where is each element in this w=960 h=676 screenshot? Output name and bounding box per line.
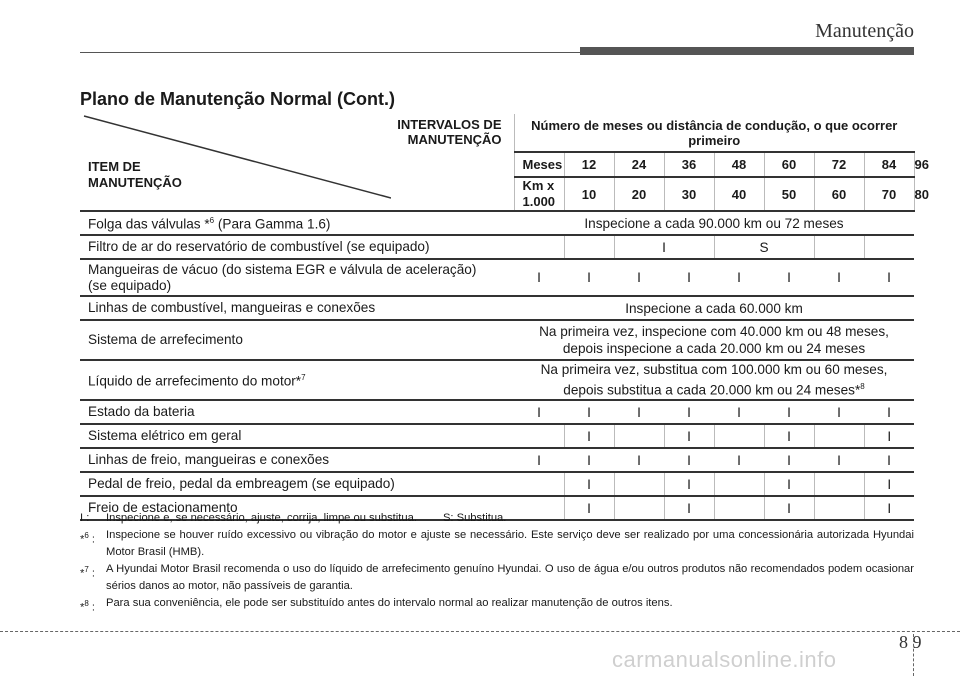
km-cell: 10 xyxy=(564,177,614,211)
interval-cell xyxy=(864,235,914,259)
watermark: carmanualsonline.info xyxy=(612,647,837,672)
row-label: Estado da bateria xyxy=(80,400,514,424)
month-cell: 72 xyxy=(814,152,864,177)
month-cell: 60 xyxy=(764,152,814,177)
table-row xyxy=(80,211,914,235)
interval-cell: I xyxy=(864,472,914,496)
interval-cell: I xyxy=(564,259,614,296)
item-label-line1: ITEM DE xyxy=(88,159,141,174)
km-cell: 40 xyxy=(714,177,764,211)
footnote-ref: 6 xyxy=(209,216,215,226)
interval-span-line2: depois inspecione a cada 20.000 km ou 24 meses xyxy=(562,341,866,356)
interval-cell: I xyxy=(764,448,814,472)
interval-cell: I xyxy=(814,259,864,296)
row-label-line2: (se equipado) xyxy=(88,277,172,293)
interval-cell: I xyxy=(764,259,814,296)
footnote-8 xyxy=(80,595,914,617)
footnote-colon: : xyxy=(91,567,96,580)
interval-cell: I xyxy=(514,400,564,424)
footnote-mark xyxy=(80,561,106,595)
header-rule xyxy=(80,52,580,53)
month-cell: 84 xyxy=(864,152,914,177)
interval-cell: I xyxy=(564,496,614,520)
interval-cell xyxy=(614,424,664,448)
row-label: Freio de estacionamento xyxy=(80,496,514,520)
interval-cell: I xyxy=(864,259,914,296)
km-cell: 50 xyxy=(764,177,814,211)
table-row xyxy=(80,424,914,448)
interval-cell: I xyxy=(714,259,764,296)
interval-cell: I xyxy=(564,448,614,472)
legend-i-text: Inspecione e, se necessário, ajuste, corrija, limpe ou substitua. xyxy=(106,512,417,524)
km-label: Km x 1.000 xyxy=(514,177,564,211)
interval-cell: I xyxy=(664,448,714,472)
footnote-text: Inspecione se houver ruído excessivo ou vibração do motor e ajuste se necessário. Este serviço deve ser realizado por uma concessionária autorizada Hyundai Motor Brasil (HMB). xyxy=(106,529,914,558)
interval-cell: I xyxy=(514,259,564,296)
row-label-text: Folga das válvulas * xyxy=(88,216,210,232)
interval-cell xyxy=(714,472,764,496)
footnote-colon: : xyxy=(86,512,90,524)
table-row xyxy=(80,360,914,400)
intervals-header: Número de meses ou distância de condução, o que ocorrer primeiro xyxy=(514,114,914,152)
month-cell: 12 xyxy=(564,152,614,177)
month-cell: 24 xyxy=(614,152,664,177)
row-label-suffix: (Para Gamma 1.6) xyxy=(214,216,331,232)
interval-cell: I xyxy=(664,472,714,496)
item-label xyxy=(88,159,182,191)
month-cell: 36 xyxy=(664,152,714,177)
intervals-label-line2: MANUTENÇÃO xyxy=(407,132,502,147)
interval-cell: I xyxy=(864,448,914,472)
footnote-star: * xyxy=(80,601,85,614)
interval-cell xyxy=(514,472,564,496)
item-label-line2: MANUTENÇÃO xyxy=(88,175,182,190)
footnote-number: 7 xyxy=(84,565,89,574)
footnote-mark xyxy=(80,510,106,527)
interval-cell: I xyxy=(714,448,764,472)
interval-cell: I xyxy=(564,400,614,424)
legend-i-mark: I xyxy=(80,512,84,524)
diagonal-header-cell xyxy=(80,114,514,211)
bottom-dashed-rule xyxy=(0,631,960,632)
interval-cell: I xyxy=(864,496,914,520)
table-row xyxy=(80,259,914,296)
row-label xyxy=(80,360,514,400)
footnotes xyxy=(80,510,914,617)
row-label: Linhas de combustível, mangueiras e conexões xyxy=(80,296,514,320)
footnote-6 xyxy=(80,527,914,561)
interval-cell: I xyxy=(564,424,614,448)
interval-cell xyxy=(564,235,614,259)
running-header-title: Manutenção xyxy=(815,20,914,42)
row-label-line1: Mangueiras de vácuo (do sistema EGR e válvula de aceleração) xyxy=(88,261,477,277)
interval-cell: I xyxy=(664,496,714,520)
row-label xyxy=(80,211,514,235)
interval-cell: I xyxy=(814,400,864,424)
footnote-ref: 8 xyxy=(860,382,865,392)
interval-cell: I xyxy=(764,472,814,496)
footnote-text: Para sua conveniência, ele pode ser substituído antes do intervalo normal ao realizar manutenção de outros itens. xyxy=(106,597,673,609)
table-row xyxy=(80,472,914,496)
table-row xyxy=(80,235,914,259)
row-label: Linhas de freio, mangueiras e conexões xyxy=(80,448,514,472)
footnote-mark xyxy=(80,595,106,617)
interval-cell xyxy=(714,424,764,448)
interval-cell: I xyxy=(614,400,664,424)
footnote-star: * xyxy=(80,567,85,580)
interval-cell: I xyxy=(514,448,564,472)
interval-cell: I xyxy=(864,400,914,424)
interval-cell: I xyxy=(764,496,814,520)
month-cell: 48 xyxy=(714,152,764,177)
km-cell: 60 xyxy=(814,177,864,211)
footnote-mark xyxy=(80,527,106,561)
footnote-7 xyxy=(80,561,914,595)
interval-cell xyxy=(814,424,864,448)
footnote-star: * xyxy=(80,533,85,546)
interval-cell: I xyxy=(814,448,864,472)
interval-cell: I xyxy=(664,259,714,296)
interval-cell xyxy=(514,235,564,259)
interval-cell: I xyxy=(614,448,664,472)
footnote-ref: 7 xyxy=(301,373,306,383)
interval-cell xyxy=(614,472,664,496)
interval-cell: I xyxy=(614,235,714,259)
interval-span-text: Inspecione a cada 90.000 km ou 72 meses xyxy=(514,211,914,235)
interval-cell: S xyxy=(714,235,814,259)
km-cell: 70 xyxy=(864,177,914,211)
interval-cell xyxy=(814,235,864,259)
row-label: Sistema elétrico em geral xyxy=(80,424,514,448)
table-row xyxy=(80,448,914,472)
interval-span-line2-text: depois substitua a cada 20.000 km ou 24 meses* xyxy=(563,382,861,398)
intervals-label xyxy=(397,117,501,147)
interval-span-text xyxy=(514,320,914,360)
maintenance-table: INTERVALOS DE MANUTENÇÃO ITEM DE MANUTENÇÃO Número de meses ou distância de condução, o que ocorrer primeiro Meses 12 24 36 48 60 72 84 96 Km x 1.000 10 20 30 40 50 60 70 80 Folga das válvulas *$^6$ (Para Gamma 1.6) Inspecione a cada 90.000 km ou 72 meses Filtro de ar do reservatório de combustível (se equipado) I S Mangueiras de vácuo (do sistema EGR e válvula de aceleração) (se equipado) I I I I I I I I Linhas de combustível, mangueiras e conexões Inspecione a cada 60.000 km Sistema de arrefecimento Na primeira vez, inspecione com 40.000 km ou 48 meses, depois inspecione a cada 20.000 km ou 24 meses Líquido de arrefecimento do motor*$^7$ Na primeira vez, substitua com 100.000 km ou 60 meses, depois substitua a cada 20.000 km ou 24 meses*$^8$ Estado da bateria I I I I I I I I Sistema elétrico em geral I I I I Linhas de freio, mangueiras e conexões I I I I I I I I Pedal de freio, pedal da embreagem (se equipado) I I I I Freio de estacionamento I I I I xyxy=(80,114,914,521)
km-cell: 20 xyxy=(614,177,664,211)
section-title: Plano de Manutenção Normal (Cont.) xyxy=(80,89,396,109)
footnote-number: 8 xyxy=(84,599,89,608)
km-cell: 30 xyxy=(664,177,714,211)
interval-cell: I xyxy=(764,424,814,448)
interval-span-line1: Na primeira vez, inspecione com 40.000 km ou 48 meses, xyxy=(539,324,889,339)
interval-cell xyxy=(514,424,564,448)
interval-cell: I xyxy=(664,424,714,448)
footnote-number: 6 xyxy=(84,531,89,540)
interval-cell xyxy=(814,472,864,496)
row-label: Pedal de freio, pedal da embreagem (se equipado) xyxy=(80,472,514,496)
interval-cell: I xyxy=(614,259,664,296)
table-row xyxy=(80,400,914,424)
intervals-label-line1: INTERVALOS DE xyxy=(397,117,502,132)
interval-cell: I xyxy=(714,400,764,424)
table-row xyxy=(80,296,914,320)
row-label xyxy=(80,259,514,296)
interval-cell: I xyxy=(664,400,714,424)
page-number: 8 9 xyxy=(899,632,922,652)
row-label: Sistema de arrefecimento xyxy=(80,320,514,360)
page-number-divider xyxy=(913,634,915,676)
interval-span-line2 xyxy=(514,378,914,399)
footnote-legend xyxy=(80,510,914,527)
table-row xyxy=(80,320,914,360)
footnote-colon: : xyxy=(91,601,96,614)
interval-cell: I xyxy=(864,424,914,448)
interval-cell: I xyxy=(564,472,614,496)
interval-span-text: Inspecione a cada 60.000 km xyxy=(514,296,914,320)
row-label: Filtro de ar do reservatório de combustível (se equipado) xyxy=(80,235,514,259)
footnote-text xyxy=(106,510,914,527)
months-label: Meses xyxy=(514,152,564,177)
interval-cell: I xyxy=(764,400,814,424)
interval-span-text xyxy=(514,360,914,400)
interval-span-line1: Na primeira vez, substitua com 100.000 km ou 60 meses, xyxy=(540,362,888,378)
footnote-text: A Hyundai Motor Brasil recomenda o uso do líquido de arrefecimento genuíno Hyundai. O uso de água e/ou outros produtos não recomendados podem ocasionar sérios danos ao motor, não passíveis de garantia. xyxy=(106,563,914,592)
footnote-colon: : xyxy=(91,533,96,546)
legend-s-text: S: Substitua. xyxy=(442,512,507,524)
row-label-text: Líquido de arrefecimento do motor* xyxy=(88,373,302,389)
header-bar xyxy=(580,47,914,55)
